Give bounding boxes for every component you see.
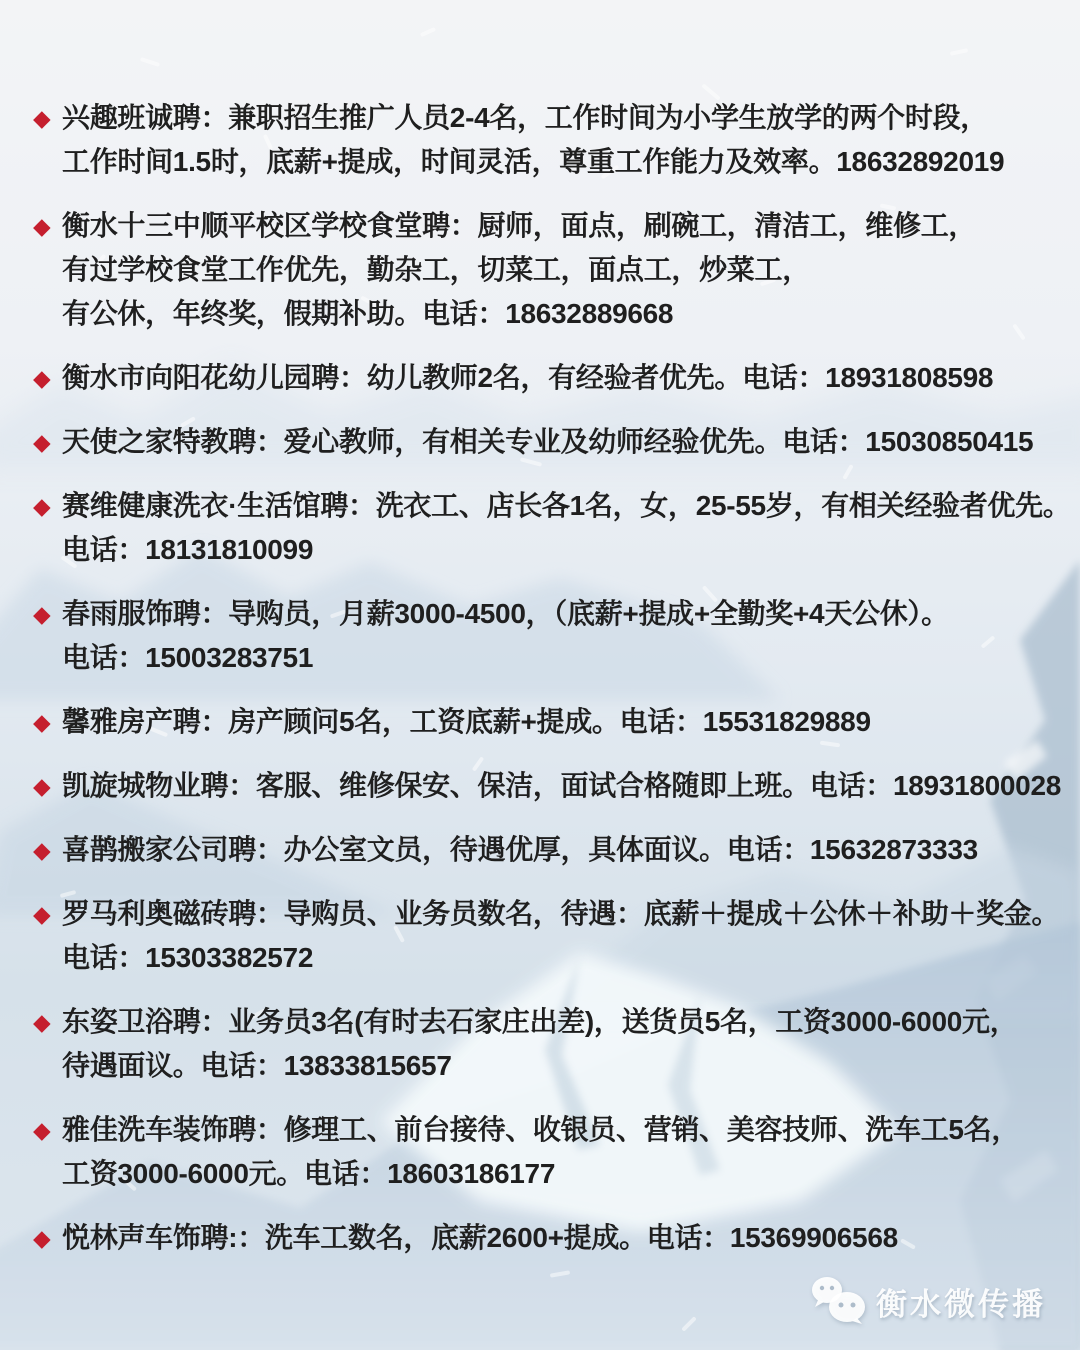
diamond-bullet-icon: ◆ bbox=[33, 709, 51, 735]
diamond-bullet-icon: ◆ bbox=[33, 105, 51, 131]
listing-line: 雅佳洗车装饰聘：修理工、前台接待、收银员、营销、美容技师、洗车工5名， bbox=[62, 1114, 1020, 1145]
listing-line: 东姿卫浴聘：业务员3名(有时去石家庄出差)，送货员5名，工资3000-6000元， bbox=[62, 1006, 1018, 1037]
listing-line: 有公休，年终奖，假期补助。电话：18632889668 bbox=[62, 298, 674, 329]
listing-line: 衡水十三中顺平校区学校食堂聘：厨师，面点，刷碗工，清洁工，维修工， bbox=[62, 210, 977, 241]
listing-line: 春雨服饰聘：导购员，月薪3000-4500，（底薪+提成+全勤奖+4天公休）。 bbox=[62, 598, 949, 629]
listing-line: 馨雅房产聘：房产顾问5名，工资底薪+提成。电话：15531829889 bbox=[62, 706, 871, 737]
diamond-bullet-icon: ◆ bbox=[33, 1225, 51, 1251]
listing-item bbox=[33, 700, 1060, 744]
watermark-label: 衡水微传播 bbox=[876, 1286, 1046, 1322]
listing-item bbox=[33, 356, 1060, 400]
listing-line: 工资3000-6000元。电话：18603186177 bbox=[62, 1158, 556, 1189]
diamond-bullet-icon: ◆ bbox=[33, 773, 51, 799]
listing-line: 电话：15003283751 bbox=[62, 642, 314, 673]
listing-line: 衡水市向阳花幼儿园聘：幼儿教师2名，有经验者优先。电话：18931808598 bbox=[62, 362, 994, 393]
listing-item bbox=[33, 204, 1060, 336]
listing-item bbox=[33, 592, 1060, 680]
listing-line: 待遇面议。电话：13833815657 bbox=[62, 1050, 452, 1081]
listing-line: 天使之家特教聘：爱心教师，有相关专业及幼师经验优先。电话：15030850415 bbox=[62, 426, 1034, 457]
wechat-icon bbox=[810, 1276, 868, 1326]
listing-line: 兴趣班诚聘：兼职招生推广人员2-4名，工作时间为小学生放学的两个时段， bbox=[62, 102, 988, 133]
listing-item bbox=[33, 1000, 1060, 1088]
diamond-bullet-icon: ◆ bbox=[33, 901, 51, 927]
listing-line: 有过学校食堂工作优先，勤杂工，切菜工，面点工，炒菜工， bbox=[62, 254, 810, 285]
diamond-bullet-icon: ◆ bbox=[33, 213, 51, 239]
diamond-bullet-icon: ◆ bbox=[33, 837, 51, 863]
listing-item bbox=[33, 420, 1060, 464]
listing-line: 悦林声车饰聘:：洗车工数名，底薪2600+提成。电话：15369906568 bbox=[62, 1222, 898, 1253]
diamond-bullet-icon: ◆ bbox=[33, 1009, 51, 1035]
watermark bbox=[810, 1276, 1046, 1326]
listing-item bbox=[33, 892, 1060, 980]
diamond-bullet-icon: ◆ bbox=[33, 365, 51, 391]
listing-item bbox=[33, 764, 1061, 808]
listing-line: 凯旋城物业聘：客服、维修保安、保洁，面试合格随即上班。电话：18931800028 bbox=[62, 770, 1061, 801]
listing-item bbox=[33, 96, 1060, 184]
listing-line: 赛维健康洗衣·生活馆聘：洗衣工、店长各1名，女，25-55岁，有相关经验者优先。 bbox=[62, 490, 1071, 521]
listing-item bbox=[33, 828, 1060, 872]
listing-item bbox=[33, 1216, 1060, 1260]
listing-line: 罗马利奥磁砖聘：导购员、业务员数名，待遇：底薪＋提成＋公休＋补助＋奖金。 bbox=[62, 898, 1060, 929]
listing-line: 工作时间1.5时，底薪+提成，时间灵活，尊重工作能力及效率。18632892019 bbox=[62, 146, 1005, 177]
listing-item bbox=[33, 1108, 1060, 1196]
diamond-bullet-icon: ◆ bbox=[33, 493, 51, 519]
diamond-bullet-icon: ◆ bbox=[33, 601, 51, 627]
listing-item bbox=[33, 484, 1071, 572]
listing-line: 喜鹊搬家公司聘：办公室文员，待遇优厚，具体面议。电话：15632873333 bbox=[62, 834, 978, 865]
diamond-bullet-icon: ◆ bbox=[33, 429, 51, 455]
listing-line: 电话：15303382572 bbox=[62, 942, 314, 973]
listing-line: 电话：18131810099 bbox=[62, 534, 314, 565]
diamond-bullet-icon: ◆ bbox=[33, 1117, 51, 1143]
